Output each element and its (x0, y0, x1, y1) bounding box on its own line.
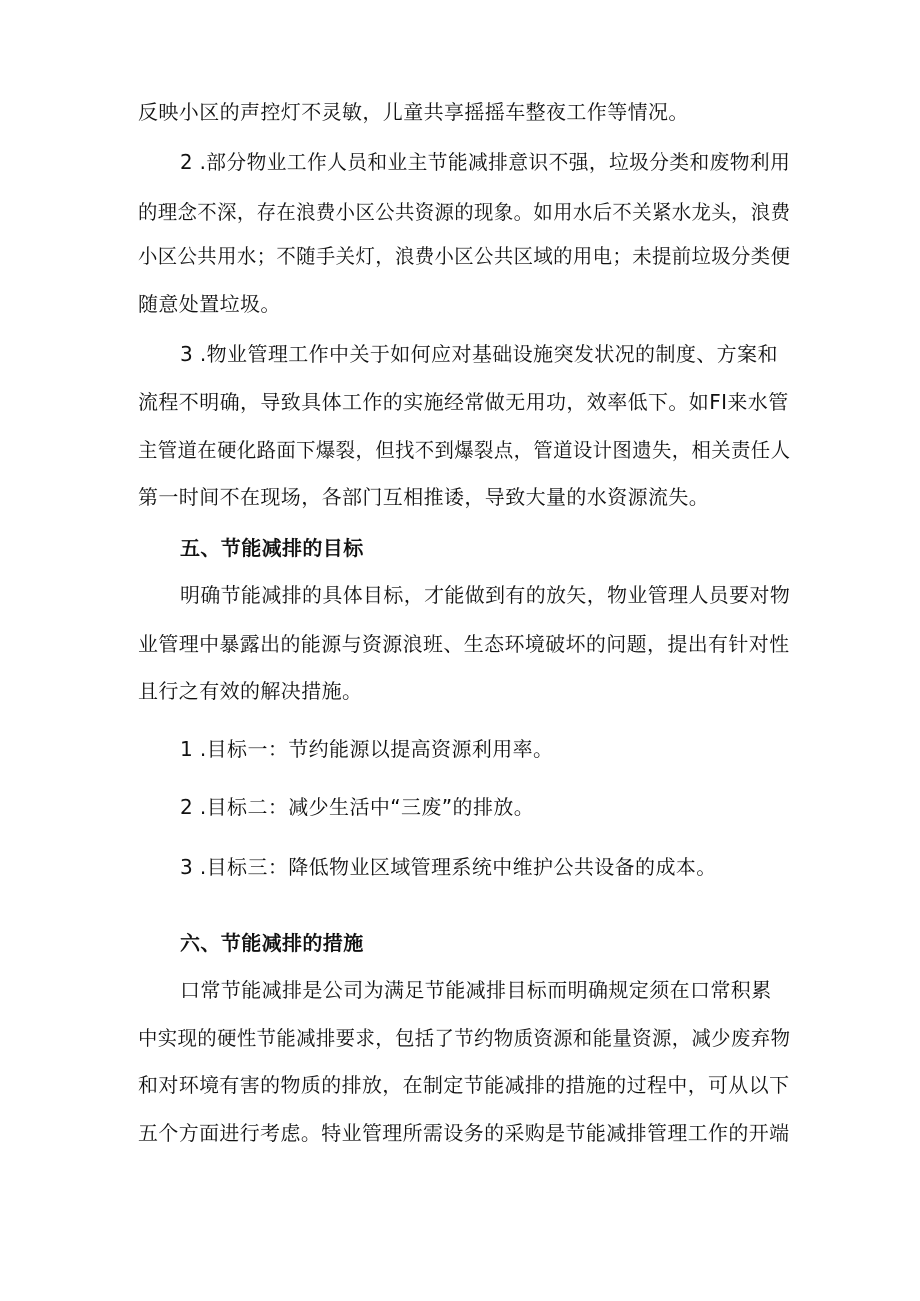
paragraph-line: 第一时间不在现场，各部门互相推诿，导致大量的水资源流失。 (138, 485, 710, 509)
paragraph-line: 的理念不深，存在浪费小区公共资源的现象。如用水后不关紧水龙头，浪费 (138, 200, 791, 224)
paragraph-line: 且行之有效的解决措施。 (138, 679, 363, 703)
list-item-line: 3 .目标三：降低物业区域管理系统中维护公共设备的成本。 (180, 855, 717, 879)
paragraph-line: 小区公共用水；不随手关灯，浪费小区公共区域的用电；未提前垃圾分类便 (138, 244, 791, 268)
list-item-line: 2 .部分物业工作人员和业主节能减排意识不强，垃圾分类和废物利用 (180, 150, 791, 174)
list-item-line: 3 .物业管理工作中关于如何应对基础设施突发状况的制度、方案和 (180, 342, 778, 366)
paragraph-line: 明确节能减排的具体目标，才能做到有的放矢，物业管理人员要对物 (180, 583, 791, 607)
paragraph-line: 主管道在硬化路面下爆裂，但找不到爆裂点，管道设计图遗失，相关责任人 (138, 438, 791, 462)
list-item-line: 2 .目标二：减少生活中“三废”的排放。 (180, 795, 535, 819)
paragraph-line: 中实现的硬性节能减排要求，包括了节约物质资源和能量资源，减少废弃物 (138, 1026, 791, 1050)
list-item-line: 1 .目标一：节约能源以提高资源利用率。 (180, 737, 554, 761)
paragraph-line: 五个方面进行考虑。特业管理所需设务的采购是节能减排管理工作的开端 (138, 1121, 790, 1145)
paragraph-line: 和对环境有害的物质的排放，在制定节能减排的措施的过程中，可从以下 (138, 1073, 790, 1097)
paragraph-line: 反映小区的声控灯不灵敏，儿童共享摇摇车整夜工作等情况。 (138, 100, 689, 124)
paragraph-line: 随意处置垃圾。 (138, 292, 281, 316)
paragraph-line: 业管理中暴露出的能源与资源浪班、生态环境破坏的问题，提出有针对性 (138, 632, 790, 656)
paragraph-line: 口常节能减排是公司为满足节能减排目标而明确规定须在口常积累 (180, 978, 772, 1002)
paragraph-line: 流程不明确，导致具体工作的实施经常做无用功，效率低下。如FI来水管 (138, 390, 789, 414)
section-heading: 五、节能减排的目标 (180, 536, 364, 560)
section-heading: 六、节能减排的措施 (180, 931, 364, 955)
